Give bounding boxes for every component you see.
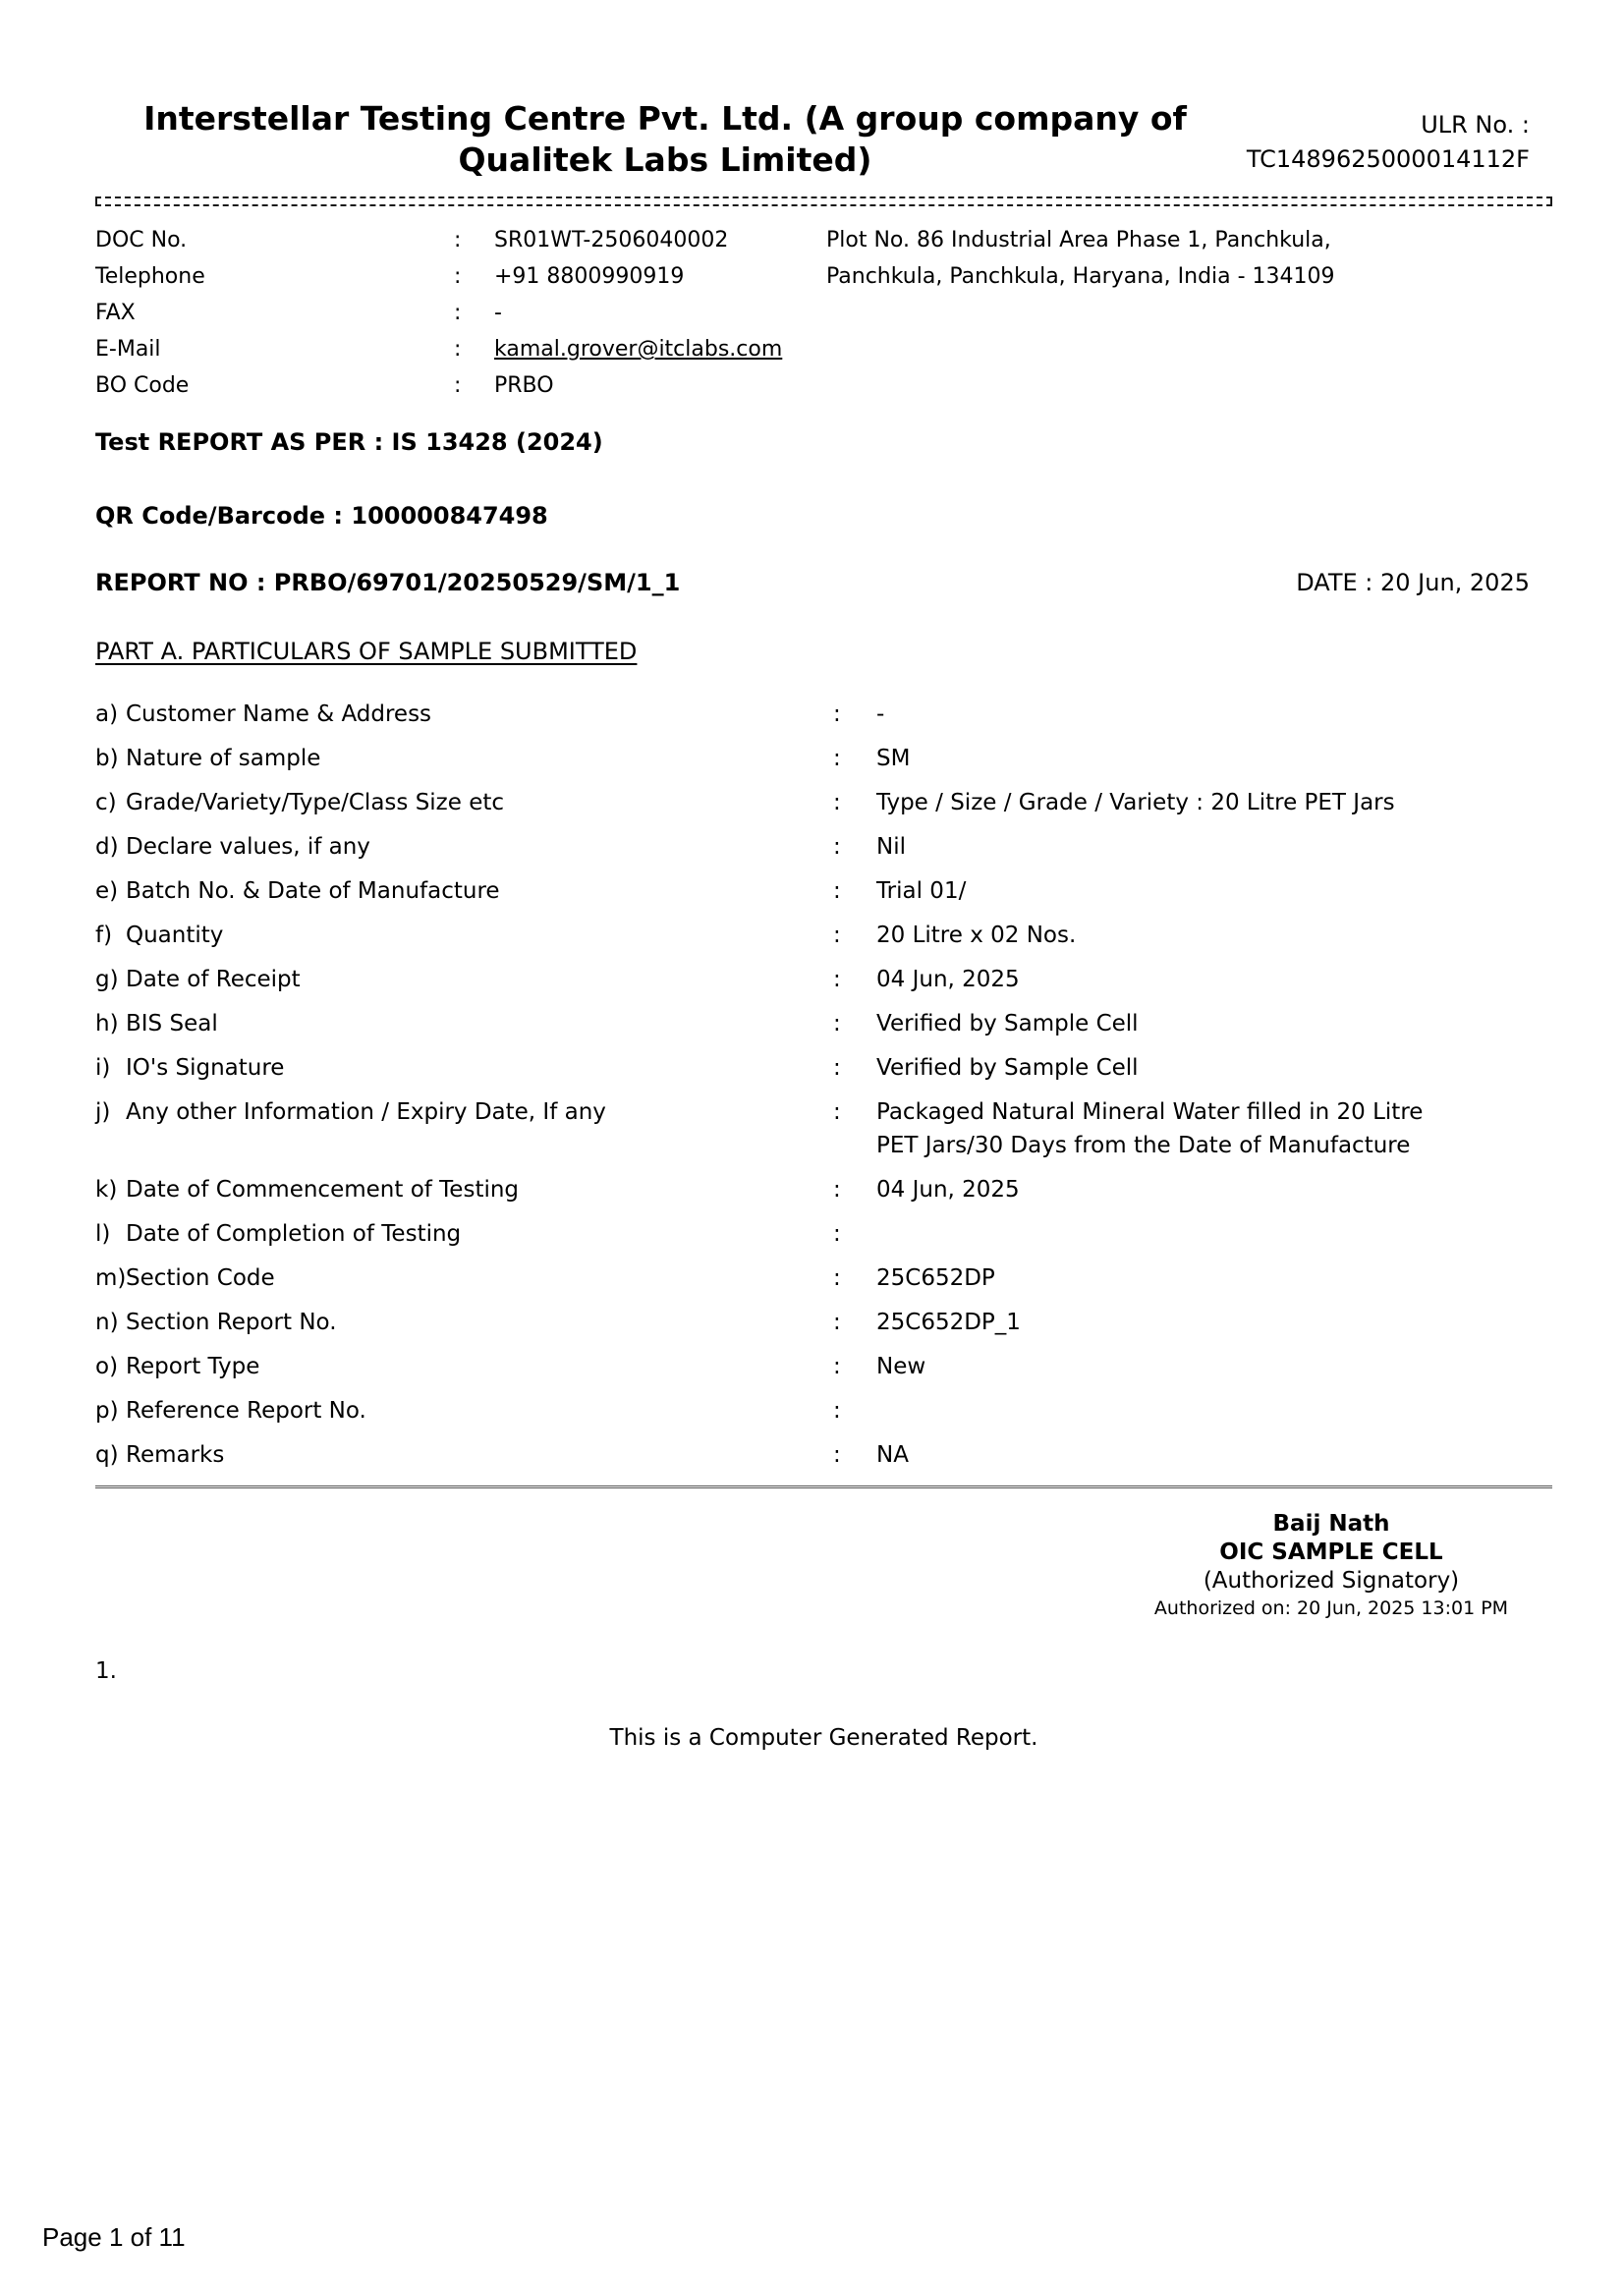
row-marker: m) [95,1265,127,1292]
footnote-number: 1. [95,1658,117,1685]
part-a-heading: PART A. PARTICULARS OF SAMPLE SUBMITTED [95,638,638,666]
row-label: Section Code [126,1265,275,1292]
ulr-label: ULR No. : [1421,111,1530,139]
particulars-row-j [95,1095,1552,1162]
row-label: Date of Completion of Testing [126,1221,462,1248]
dashed-divider [95,196,1552,206]
particulars-row-q [95,1438,1552,1472]
row-colon: : [833,1011,841,1037]
email-link[interactable]: kamal.grover@itclabs.com [494,337,783,363]
row-marker: b) [95,746,119,772]
signatory-designation: OIC SAMPLE CELL [1219,1540,1443,1566]
row-label: Batch No. & Date of Manufacture [126,878,500,905]
particulars-row-c [95,786,1552,819]
row-value [876,1217,1451,1251]
report-no: REPORT NO : PRBO/69701/20250529/SM/1_1 [95,569,681,597]
row-value: 20 Litre x 02 Nos. [876,923,1077,949]
row-colon: : [833,1442,841,1469]
row-colon: : [833,746,841,772]
row-value: Verified by Sample Cell [876,1055,1139,1082]
row-marker: e) [95,878,119,905]
row-marker: i) [95,1055,111,1082]
row-label: Report Type [126,1354,260,1380]
contact-value-doc-no: SR01WT-2506040002 [494,228,729,253]
row-value: SM [876,746,911,772]
row-label: IO's Signature [126,1055,285,1082]
particulars-row-h [95,1007,1552,1040]
particulars-row-k [95,1173,1552,1206]
row-marker: o) [95,1354,119,1380]
particulars-row-f [95,919,1552,952]
contact-label: E-Mail [95,337,161,363]
contact-grid [95,222,826,404]
contact-label: BO Code [95,373,190,399]
row-colon: : [833,923,841,949]
authorized-signatory-label: (Authorized Signatory) [1203,1568,1460,1595]
row-colon: : [833,1354,841,1380]
row-marker: n) [95,1310,119,1336]
row-value: Verified by Sample Cell [876,1011,1139,1037]
row-value: Nil [876,834,906,861]
contact-label: Telephone [95,264,205,290]
row-label: BIS Seal [126,1011,218,1037]
particulars-row-l [95,1217,1552,1251]
report-date: DATE : 20 Jun, 2025 [1296,569,1530,597]
contact-label: FAX [95,301,136,326]
row-marker: k) [95,1177,118,1204]
row-marker: p) [95,1398,119,1425]
contact-colon: : [454,373,462,399]
signature-block [1110,1510,1552,1621]
particulars-row-e [95,874,1552,908]
row-marker: l) [95,1221,111,1248]
row-marker: f) [95,923,113,949]
particulars-row-i [95,1051,1552,1085]
heading-test-standard: Test REPORT AS PER : IS 13428 (2024) [95,428,603,457]
authorized-on-timestamp: Authorized on: 20 Jun, 2025 13:01 PM [1153,1597,1509,1620]
company-title: Interstellar Testing Centre Pvt. Ltd. (A group company of Qualitek Labs Limited) [143,99,1187,179]
ulr-value: TC1489625000014112F [1246,145,1530,173]
row-value: 04 Jun, 2025 [876,1177,1020,1204]
row-value [876,1394,1451,1428]
row-label: Customer Name & Address [126,701,432,728]
row-value: 04 Jun, 2025 [876,967,1020,993]
contact-colon: : [454,228,462,253]
row-value: New [876,1354,926,1380]
heading-qr-barcode: QR Code/Barcode : 100000847498 [95,502,548,531]
row-value: NA [876,1442,909,1469]
row-colon: : [833,1099,841,1126]
particulars-row-g [95,963,1552,996]
row-value: - [876,701,885,728]
particulars-list [95,698,1552,1472]
ulr-block [1235,98,1552,177]
row-value: Type / Size / Grade / Variety : 20 Litre PET Jars [876,790,1395,816]
row-colon: : [833,878,841,905]
row-colon: : [833,1265,841,1292]
contact-colon: : [454,264,462,290]
row-marker: q) [95,1442,119,1469]
row-label: Any other Information / Expiry Date, If any [126,1099,606,1126]
lab-address: Plot No. 86 Industrial Area Phase 1, Panchkula, Panchkula, Panchkula, Haryana, India - 134109 [826,228,1335,290]
contact-value-bo-code: PRBO [494,373,554,399]
row-label: Nature of sample [126,746,321,772]
page-number: Page 1 of 11 [42,2222,186,2252]
row-colon: : [833,701,841,728]
row-colon: : [833,1177,841,1204]
row-colon: : [833,1221,841,1248]
contact-colon: : [454,337,462,363]
row-label: Section Report No. [126,1310,337,1336]
row-value: Packaged Natural Mineral Water filled in 20 Litre PET Jars/30 Days from the Date of Manufacture [876,1099,1424,1159]
particulars-row-m [95,1261,1552,1295]
row-marker: c) [95,790,117,816]
report-no-row [95,566,1552,599]
row-marker: d) [95,834,119,861]
particulars-row-d [95,830,1552,864]
particulars-row-n [95,1306,1552,1339]
signatory-name: Baij Nath [1272,1511,1390,1538]
contact-value-telephone: +91 8800990919 [494,264,685,290]
report-header [95,98,1552,180]
row-value: 25C652DP_1 [876,1310,1021,1336]
particulars-row-b [95,742,1552,775]
row-marker: h) [95,1011,119,1037]
row-value: 25C652DP [876,1265,995,1292]
row-marker: a) [95,701,119,728]
row-label: Remarks [126,1442,225,1469]
row-colon: : [833,790,841,816]
contact-value-fax: - [494,301,502,326]
row-label: Quantity [126,923,224,949]
row-colon: : [833,1310,841,1336]
computer-generated-note: This is a Computer Generated Report. [609,1725,1038,1752]
row-colon: : [833,1398,841,1425]
row-label: Grade/Variety/Type/Class Size etc [126,790,505,816]
row-marker: j) [95,1099,111,1126]
row-colon: : [833,1055,841,1082]
row-label: Date of Commencement of Testing [126,1177,520,1204]
contact-section [95,222,1552,404]
particulars-row-o [95,1350,1552,1383]
row-label: Reference Report No. [126,1398,366,1425]
section-divider [95,1485,1552,1488]
row-label: Date of Receipt [126,967,301,993]
row-colon: : [833,834,841,861]
contact-colon: : [454,301,462,326]
particulars-row-p [95,1394,1552,1428]
row-value: Trial 01/ [876,878,967,905]
row-marker: g) [95,967,119,993]
row-colon: : [833,967,841,993]
particulars-row-a [95,698,1552,731]
row-label: Declare values, if any [126,834,370,861]
contact-label: DOC No. [95,228,188,253]
